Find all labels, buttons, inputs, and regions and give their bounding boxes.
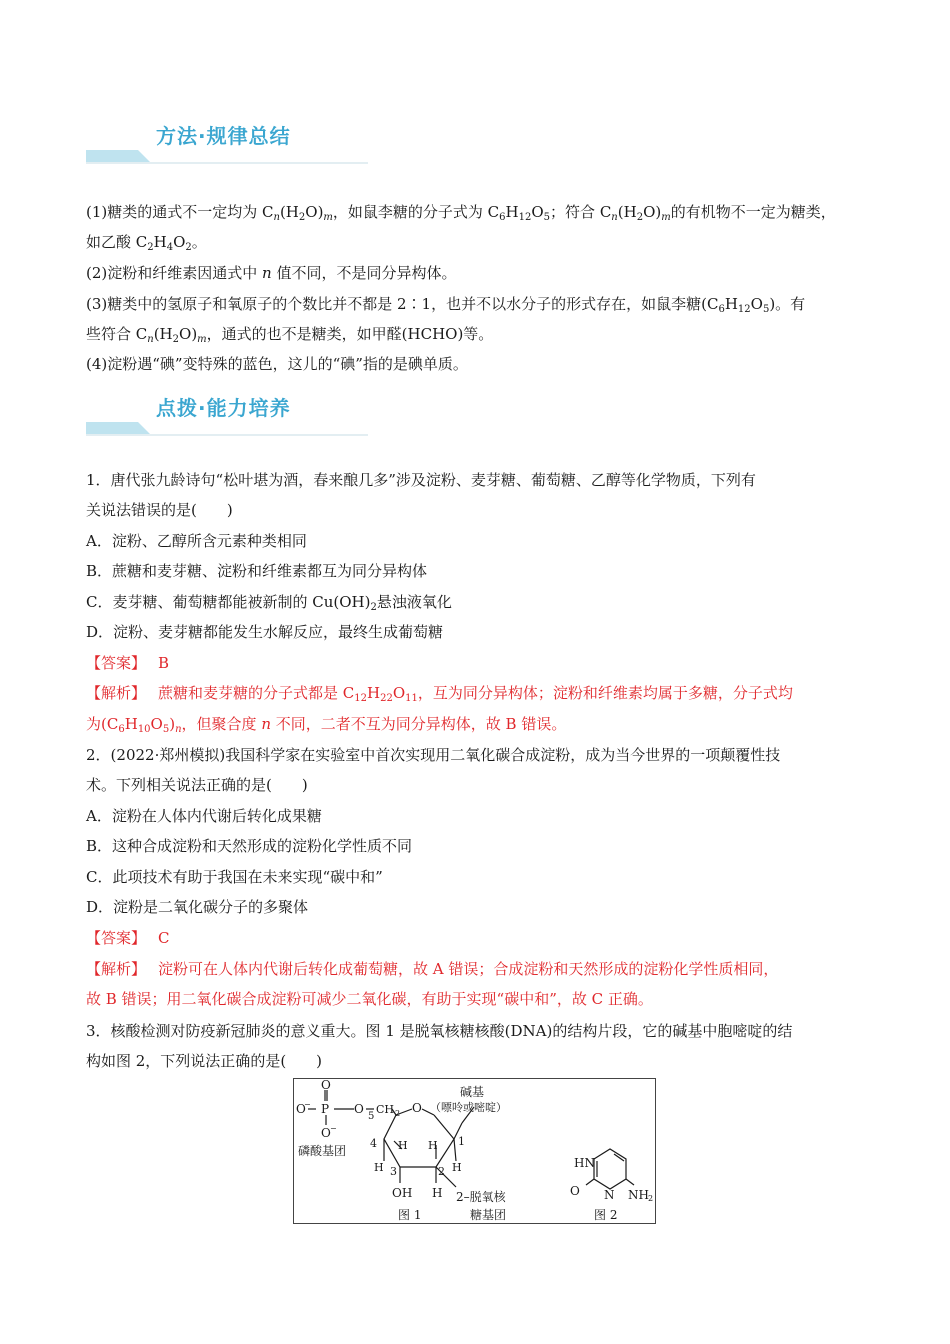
- svg-text:N: N: [604, 1188, 615, 1202]
- question-2-stem: 2．(2022·郑州模拟)我国科学家在实验室中首次实现用二氧化碳合成淀粉，成为当今世界的一项颠覆性技: [86, 746, 781, 764]
- deoxyribose-label-line-2: 糖基团: [470, 1208, 507, 1222]
- question-2-analysis-line-1: 【解析】 淀粉可在人体内代谢后转化成葡萄糖，故 A 错误；合成淀粉和天然形成的淀粉化学性质相同，: [86, 960, 779, 978]
- question-1-option-d: D．淀粉、麦芽糖都能发生水解反应，最终生成葡萄糖: [86, 623, 444, 641]
- question-1-analysis-line-2: 为$(C_6H_{10}O_5)_n$，但聚合度 n 不同，二者不互为同分异构体，故 B 错误。: [86, 715, 567, 735]
- svg-text:O: O: [321, 1126, 331, 1140]
- question-1-option-a: A．淀粉、乙醇所含元素种类相同: [86, 532, 307, 550]
- deoxyribose-label-line-1: 2–脱氧核: [456, 1190, 506, 1204]
- svg-text:5: 5: [368, 1111, 375, 1122]
- question-2-option-b: B．这种合成淀粉和天然形成的淀粉化学性质不同: [86, 837, 413, 855]
- summary-point-3-line-2: 些符合 $C_n(H_2O)_m$，通式的也不是糖类，如甲醛(HCHO)等。: [86, 325, 494, 345]
- svg-text:1: 1: [458, 1135, 465, 1148]
- question-1-analysis-line-1: 【解析】 蔗糖和麦芽糖的分子式都是 $C_{12}H_{22}O_{11}$，互为同分异构体；淀粉和纤维素均属于多糖，分子式均: [86, 684, 793, 704]
- phosphorus-label: P: [321, 1102, 330, 1116]
- summary-point-4: (4)淀粉遇“碘”变特殊的蓝色，这儿的“碘”指的是碘单质。: [86, 355, 468, 373]
- section-header-practice: [86, 392, 368, 448]
- summary-point-3-line-1: (3)糖类中的氢原子和氧原子的个数比并不都是 2∶1，也并不以水分子的形式存在，如鼠李糖$(C_6H_{12}O_5)$。有: [86, 295, 806, 315]
- summary-point-1-line-2: 如乙酸 $C_2H_4O_2$。: [86, 233, 207, 253]
- svg-text:2: 2: [395, 1109, 401, 1118]
- svg-text:O: O: [321, 1079, 331, 1092]
- question-2-answer: 【答案】 C: [86, 929, 170, 947]
- svg-text:O: O: [354, 1102, 364, 1116]
- amino-label: NH: [628, 1188, 649, 1202]
- figure-2-caption: 图 2: [594, 1208, 618, 1222]
- svg-text:2: 2: [438, 1165, 445, 1178]
- figure-drawing: [294, 1079, 655, 1223]
- svg-text:2: 2: [648, 1194, 654, 1203]
- svg-text:H: H: [432, 1186, 443, 1200]
- question-1-answer: 【答案】 B: [86, 654, 170, 672]
- svg-text:H: H: [452, 1161, 462, 1174]
- svg-text:−: −: [304, 1100, 311, 1109]
- phosphate-o-minus-left: O: [296, 1102, 306, 1116]
- section-underline-decoration: [86, 422, 368, 436]
- svg-text:−: −: [330, 1124, 337, 1133]
- question-2-option-c: C．此项技术有助于我国在未来实现“碳中和”: [86, 868, 383, 886]
- svg-text:H: H: [398, 1139, 408, 1152]
- figure-1-caption: 图 1: [398, 1208, 422, 1222]
- ch2-label: CH: [376, 1103, 395, 1116]
- svg-text:H: H: [374, 1161, 384, 1174]
- question-2-analysis-line-2: 故 B 错误；用二氧化碳合成淀粉可减少二氧化碳，有助于实现“碳中和”，故 C 正确。: [86, 990, 653, 1008]
- base-label: 碱基: [460, 1085, 485, 1099]
- question-1-option-b: B．蔗糖和麦芽糖、淀粉和纤维素都互为同分异构体: [86, 562, 428, 580]
- question-2-stem-cont: 术。下列相关说法正确的是( ): [86, 776, 308, 794]
- question-3-stem: 3．核酸检测对防疫新冠肺炎的意义重大。图 1 是脱氧核糖核酸(DNA)的结构片段，它的碱基中胞嘧啶的结: [86, 1022, 793, 1040]
- summary-point-2: (2)淀粉和纤维素因通式中 n 值不同，不是同分异构体。: [86, 264, 457, 282]
- svg-text:O: O: [570, 1184, 580, 1198]
- section-title: 点拨·能力培养: [156, 396, 291, 420]
- svg-text:O: O: [412, 1101, 422, 1115]
- section-underline-decoration: [86, 150, 368, 164]
- section-header-summary: [86, 120, 368, 176]
- question-3-stem-cont: 构如图 2，下列说法正确的是( ): [86, 1052, 323, 1070]
- svg-text:OH: OH: [392, 1186, 413, 1200]
- question-2-option-a: A．淀粉在人体内代谢后转化成果糖: [86, 807, 322, 825]
- summary-point-1-line-1: (1)糖类的通式不一定均为 $C_n(H_2O)_m$，如鼠李糖的分子式为 $C_6H_{12}O_5$；符合 $C_n(H_2O)_m$的有机物不一定为糖类，: [86, 203, 836, 223]
- base-sub-label: （嘌呤或嘧啶）: [430, 1101, 507, 1114]
- svg-text:4: 4: [370, 1137, 377, 1150]
- section-title: 方法·规律总结: [156, 124, 291, 148]
- svg-text:H: H: [428, 1139, 438, 1152]
- svg-text:HN: HN: [574, 1156, 595, 1170]
- question-1-stem-cont: 关说法错误的是( ): [86, 501, 233, 519]
- phosphate-group-label: 磷酸基团: [298, 1144, 347, 1158]
- dna-structure-figure: [293, 1078, 656, 1224]
- question-1-option-c: C．麦芽糖、葡萄糖都能被新制的 $Cu(OH)_2$悬浊液氧化: [86, 593, 452, 613]
- question-1-stem: 1．唐代张九龄诗句“松叶堪为酒，春来酿几多”涉及淀粉、麦芽糖、葡萄糖、乙醇等化学物质，下列有: [86, 471, 756, 489]
- svg-text:3: 3: [390, 1165, 397, 1178]
- question-2-option-d: D．淀粉是二氧化碳分子的多聚体: [86, 898, 309, 916]
